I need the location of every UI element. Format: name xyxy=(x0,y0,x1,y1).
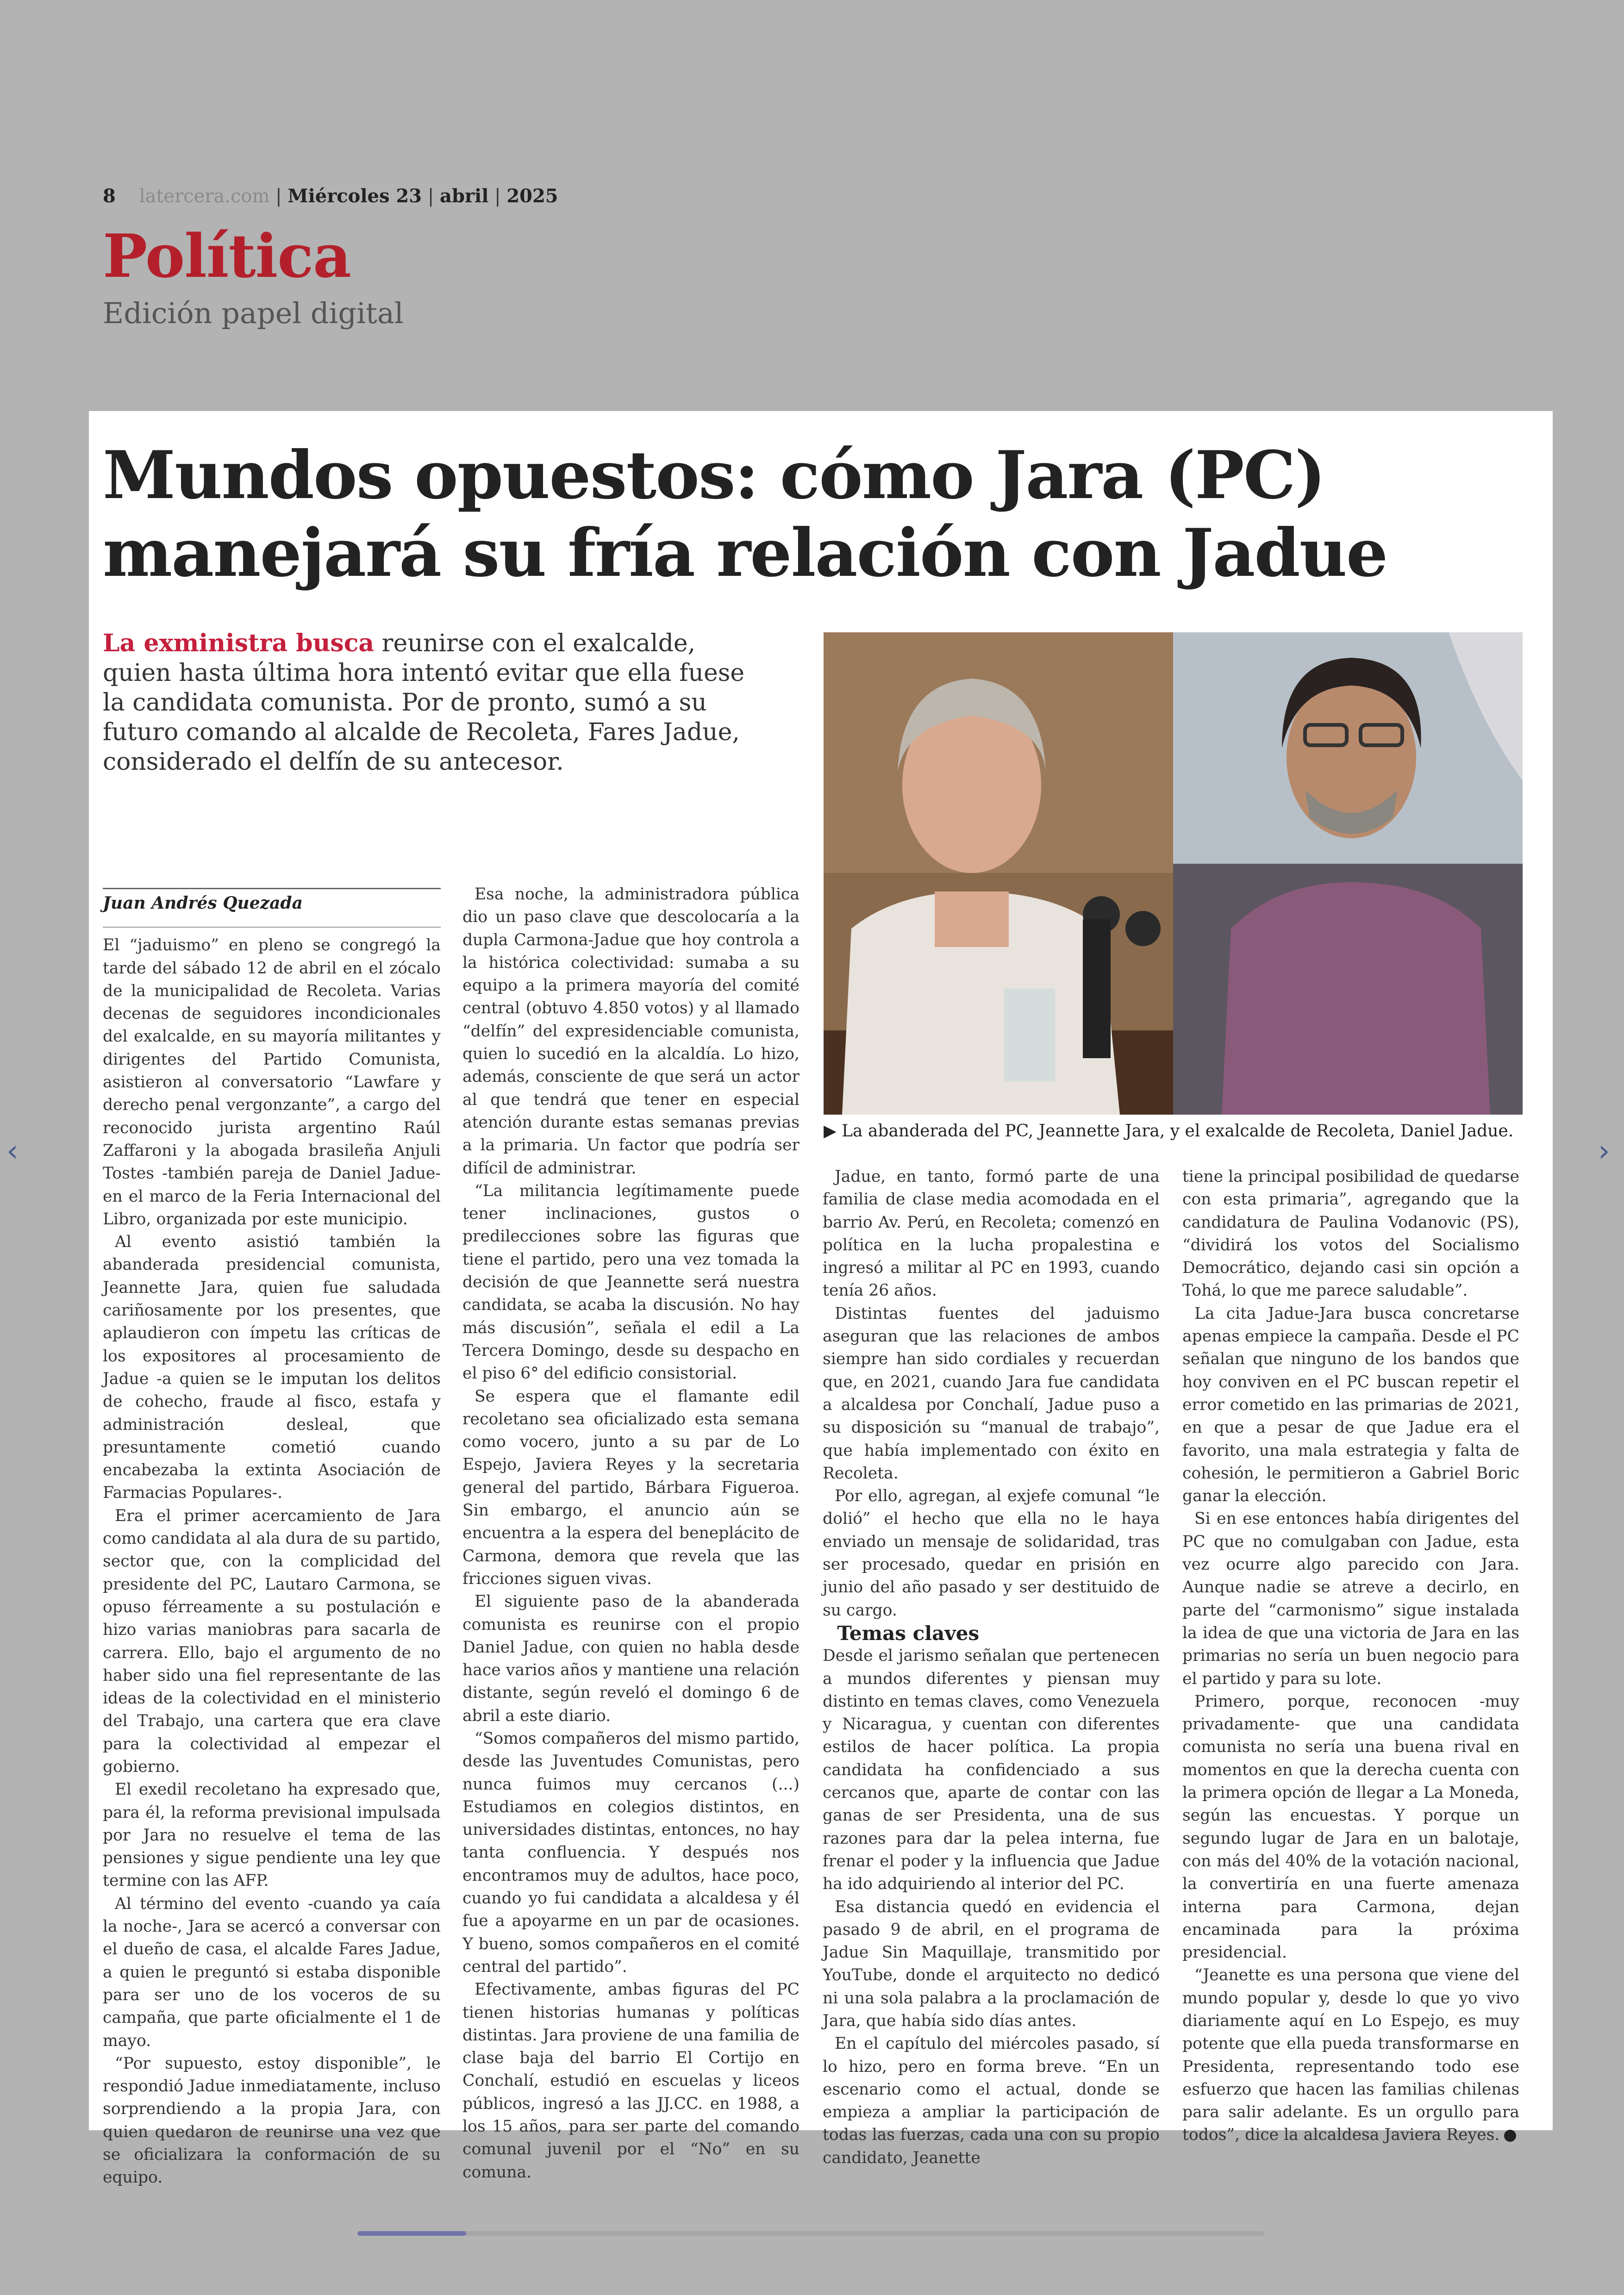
paragraph: Esa distancia quedó en evidencia el pasado 9 de abril, en el programa de Jadue Sin Maquillaje, transmitido por YouTube, donde el arquitecto no dedicó ni una sola palabra a la proclamación de Jara, que había sido días antes. xyxy=(823,1897,1160,2030)
paragraph: Era el primer acercamiento de Jara como candidata al ala dura de su partido, sector que, con la complicidad del presidente del PC, Lautaro Carmona, se opuso férreamente a su postulación e hizo varias maniobras para sacarla de carrera. Ello, bajo el argumento de no haber sido una fiel representante de las ideas de la colectividad en el ministerio del Trabajo, una cartera que era clave para la colectividad al empezar el gobierno. xyxy=(103,1506,441,1776)
issue-date-year: 2025 xyxy=(506,185,558,207)
paragraph xyxy=(1182,1964,1519,2146)
paragraph: “Por supuesto, estoy disponible”, le respondió Jadue inmediatamente, incluso sorprendiendo a la propia Jara, con quien quedaron de reunirse una vez que se oficializara la conformación de su equipo. xyxy=(103,2054,441,2187)
paragraph: Al término del evento -cuando ya caía la noche-, Jara se acercó a conversar con el dueño de casa, el alcalde Fares Jadue, a quien le preguntó si estaba disponible para ser uno de los voceros de su campaña, que parte oficialmente el 1 de mayo. xyxy=(103,1894,441,2050)
paragraph: Distintas fuentes del jaduismo aseguran que las relaciones de ambos siempre han sido cordiales y recuerdan que, en 2021, cuando Jara fue candidata a alcaldesa por Conchalí, Jadue puso a su disposición su “manual de trabajo”, que había implementado con éxito en Recoleta. xyxy=(823,1304,1160,1483)
paragraph: Si en ese entonces había dirigentes del PC que no comulgaban con Jadue, esta vez ocurre algo parecido con Jara. Aunque nadie se atreve a decirlo, en parte del “carmonismo” sigue instalada la idea de que una victoria de Jara en las primarias no sería un buen negocio para el partido y para su lote. xyxy=(1182,1509,1519,1688)
paragraph: “La militancia legítimamente puede tener inclinaciones, gustos o predilecciones sobre las figuras que tiene el partido, pero una vez tomada la decisión de que Jeannette será nuestra candidata, se acaba la discusión. No hay más discusión”, señala el edil a La Tercera Domingo, desde su despacho en el piso 6° del edificio consistorial. xyxy=(462,1181,800,1383)
paragraph: El “jaduismo” en pleno se congregó la tarde del sábado 12 de abril en el zócalo de la municipalidad de Recoleta. Varias decenas de seguidores incondicionales del exalcalde, en su mayoría militantes y dirigentes del Partido Comunista, asistieron al conversatorio “Lawfare y derecho penal vergonzante”, a cargo del reconocido jurista argentino Raúl Zaffaroni y la abogada brasileña Anjuli Tostes -también pareja de Daniel Jadue- en el marco de la Feria Internacional del Libro, organizada por este municipio. xyxy=(103,936,441,1229)
paragraph: tiene la principal posibilidad de quedarse con esta primaria”, agregando que la candidatura de Paulina Vodanovic (PS), “dividirá los votos del Socialismo Democrático, dejando casi sin opción a Tohá, lo que me parece saludable”. xyxy=(1182,1167,1519,1300)
page-number: 8 xyxy=(103,185,116,207)
paragraph: Desde el jarismo señalan que pertenecen a mundos diferentes y piensan muy distinto en temas claves, como Venezuela y Nicaragua, y cuentan con diferentes estilos de hacer política. La propia candidata ha confidenciado a sus cercanos que, aparte de contar con las ganas de ser Presidenta, una de sus razones para dar la pelea interna, fue frenar el poder y la influencia que Jadue ha ido adquiriendo al interior del PC. xyxy=(823,1646,1160,1894)
paragraph: El exedil recoletano ha expresado que, para él, la reforma previsional impulsada por Jara no resuelve el tema de las pensiones y sigue pendiente una ley que termine con las AFP. xyxy=(103,1780,441,1890)
paragraph: El siguiente paso de la abanderada comunista es reunirse con el propio Daniel Jadue, con quien no habla desde hace varios años y mantiene una relación distante, según reveló el domingo 6 de abril a este diario. xyxy=(462,1592,800,1725)
separator: | xyxy=(275,186,282,207)
paragraph: Jadue, en tanto, formó parte de una familia de clase media acomodada en el barrio Av. Perú, en Recoleta; comenzó en política en la lucha propalestina e ingresó a militar al PC en 1993, cuando tenía 26 años. xyxy=(823,1167,1160,1300)
paragraph: “Somos compañeros del mismo partido, desde las Juventudes Comunistas, pero nunca fuimos muy cercanos (...) Estudiamos en colegios distintos, en universidades distintas, entonces, no hay tanta confluencia. Y después nos encontramos muy de adultos, hace poco, cuando yo fui candidata a alcaldesa y él fue a apoyarme en un par de ocasiones. Y bueno, somos compañeros en el comité central del partido”. xyxy=(462,1729,800,1976)
paragraph: En el capítulo del miércoles pasado, sí lo hizo, pero en forma breve. “En un escenario como el actual, donde se empieza a ampliar la participación de todas las fuerzas, cada una con su propio candidato, Jeanette xyxy=(823,2034,1160,2167)
paragraph: Primero, porque, reconocen -muy privadamente- que una candidata comunista no sería una buena rival en momentos en que la derecha cuenta con la primera opción de llegar a La Moneda, según las encuestas. Y porque un segundo lugar de Jara en un balotaje, con más del 40% de la votación nacional, la convertiría en una fuerte amenaza interna para Carmona, dejan encaminada para la próxima presidencial. xyxy=(1182,1692,1519,1962)
issue-date-day: Miércoles 23 xyxy=(287,185,422,207)
newspaper-page xyxy=(89,411,1553,2187)
previous-page-icon[interactable]: ‹ xyxy=(6,1134,19,1168)
byline: Juan Andrés Quezada xyxy=(103,888,441,928)
paragraph: Esa noche, la administradora pública dio un paso clave que descolocaría a la dupla Carmona-Jadue que hoy controla a la histórica colectividad: sumaba a su equipo a la primera mayoría del comité central (obtuvo 4.850 votos) y al llamado “delfín” del expresidenciable comunista, quien lo sucedió en la alcaldía. Lo hizo, además, consciente de que será un actor al que tendrá que tener en especial atención durante estas semanas previas a la primaria. Un factor que podría ser difícil de administrar. xyxy=(462,885,800,1178)
section-subtitle: Edición papel digital xyxy=(103,296,404,330)
paragraph: Al evento asistió también la abanderada presidencial comunista, Jeannette Jara, quien fue saludada cariñosamente por los presentes, que aplaudieron con ímpetu las críticas de los expositores al procesamiento de Jadue -a quien se le imputan los delitos de cohecho, fraude al fisco, estafa y administración desleal, que presuntamente cometió cuando encabezaba la extinta Asociación de Farmacias Populares-. xyxy=(103,1233,441,1503)
separator: | xyxy=(427,186,434,207)
article-column-4 xyxy=(1182,1166,1519,2147)
closing-paragraph-text: “Jeanette es una persona que viene del mundo popular y, desde lo que yo vivo diariamente aquí en Lo Espejo, es muy potente que ella pueda transformarse en Presidenta, representando todo ese esfuerzo que hacen las familias chilenas para salir adelante. Es un orgullo para todos”, dice la alcaldesa Javiera Reyes. xyxy=(1182,1966,1519,2145)
issue-date-month: abril xyxy=(440,185,489,207)
lead-text: reunirse con el exalcalde, quien hasta última hora intentó evitar que ella fuese la candidata comunista. Por de pronto, sumó a su futuro comando al alcalde de Recoleta, Fares Jadue, considerado el delfín de su antecesor. xyxy=(103,630,745,776)
subheading: Temas claves xyxy=(837,1621,980,1645)
article-headline: Mundos opuestos: cómo Jara (PC) manejará su fría relación con Jadue xyxy=(103,437,1387,592)
page-progress-bar[interactable] xyxy=(357,2231,1265,2236)
article-lead xyxy=(103,629,756,777)
separator: | xyxy=(494,186,501,207)
section-title: Política xyxy=(103,222,351,291)
photo-illustration xyxy=(824,632,1523,1115)
paragraph: Por ello, agregan, al exjefe comunal “le dolió” el hecho que ella no le haya enviado un mensaje de solidaridad, tras ser procesado, quedar en prisión en junio del año pasado y ser destituido de su cargo. xyxy=(823,1487,1160,1620)
page-progress-fill xyxy=(357,2231,466,2236)
paragraph: La cita Jadue-Jara busca concretarse apenas empiece la campaña. Desde el PC señalan que ninguno de los bandos que hoy conviven en el PC buscan repetir el error cometido en las primarias de 2021, en que a pesar de que Jadue era el favorito, una mala estrategia y falta de cohesión, le permitieron a Gabriel Boric ganar la elección. xyxy=(1182,1304,1519,1506)
photo-caption: ▶ La abanderada del PC, Jeannette Jara, y el exalcalde de Recoleta, Daniel Jadue. xyxy=(824,1122,1514,1141)
paragraph: Efectivamente, ambas figuras del PC tienen historias humanas y políticas distintas. Jara proviene de una familia de clase baja del barrio El Cortijo en Conchalí, estudió en escuelas y liceos públicos, ingresó a las JJ.CC. en 1988, a los 15 años, para ser parte del comando comunal juvenil por el “No” en su comuna. xyxy=(462,1980,800,2182)
article-column-3 xyxy=(823,1166,1160,2170)
lead-highlight: La exministra busca xyxy=(103,629,375,657)
next-page-icon[interactable]: › xyxy=(1598,1134,1610,1168)
end-of-article-icon xyxy=(1504,2130,1516,2142)
article-photo xyxy=(824,632,1523,1115)
article-column-2 xyxy=(462,883,800,2184)
paragraph: Se espera que el flamante edil recoletano sea oficializado esta semana como vocero, junto a su par de Lo Espejo, Javiera Reyes y la secretaria general del partido, Bárbara Figueroa. Sin embargo, el anuncio aún se encuentra a la espera del beneplácito de Carmona, demora que revela que las fricciones siguen vivas. xyxy=(462,1387,800,1588)
site-name: latercera.com xyxy=(139,186,270,207)
page-header xyxy=(103,185,558,207)
article-column-1 xyxy=(103,888,441,2189)
